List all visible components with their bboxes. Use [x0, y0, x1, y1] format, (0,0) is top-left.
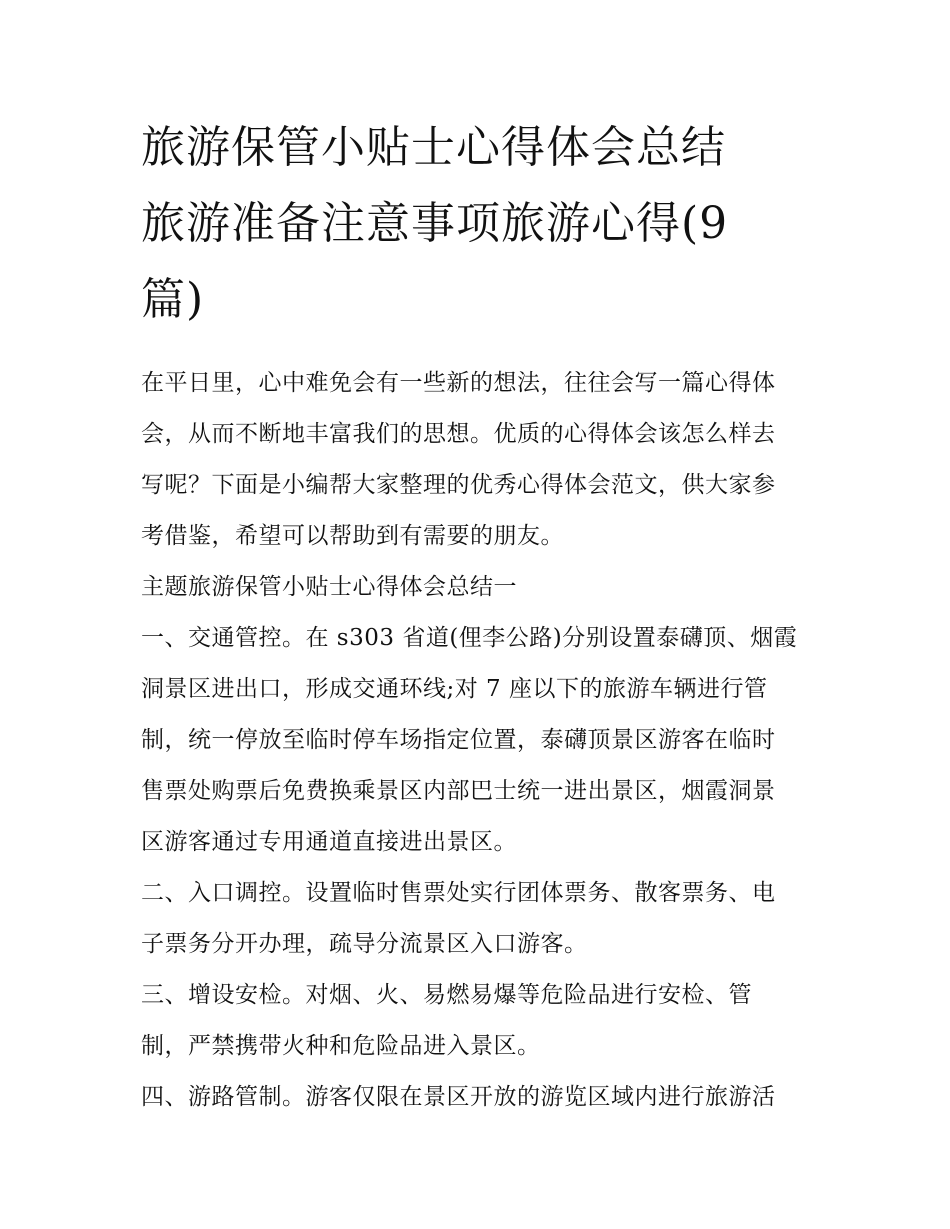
text-line: 区游客通过专用通道直接进出景区。 — [141, 829, 517, 855]
text-line: 写呢？下面是小编帮大家整理的优秀心得体会范文，供大家参 — [141, 472, 776, 498]
text-line: 会，从而不断地丰富我们的思想。优质的心得体会该怎么样去 — [141, 421, 776, 447]
document-page — [141, 110, 811, 1123]
text-line: 制，严禁携带火种和危险品进入景区。 — [141, 1033, 541, 1059]
document-body — [141, 358, 811, 1123]
text-line: 子票务分开办理，疏导分流景区入口游客。 — [141, 931, 588, 957]
section-heading — [141, 562, 811, 613]
item-security-check — [141, 970, 811, 1072]
document-title — [141, 110, 811, 338]
title-line: 篇) — [141, 274, 205, 325]
item-traffic-control — [141, 613, 811, 868]
text-line: 一、交通管控。在 s303 省道(俚李公路)分别设置泰礴顶、烟霞 — [141, 625, 798, 651]
item-entrance-control — [141, 868, 811, 970]
text-line: 制，统一停放至临时停车场指定位置，泰礴顶景区游客在临时 — [141, 727, 776, 753]
text-line: 在平日里，心中难免会有一些新的想法，往往会写一篇心得体 — [141, 370, 776, 396]
text-line: 洞景区进出口，形成交通环线;对 7 座以下的旅游车辆进行管 — [141, 676, 768, 702]
item-route-control — [141, 1072, 811, 1123]
text-line: 主题旅游保管小贴士心得体会总结一 — [141, 574, 517, 600]
text-line: 售票处购票后免费换乘景区内部巴士统一进出景区，烟霞洞景 — [141, 778, 776, 804]
text-line: 考借鉴，希望可以帮助到有需要的朋友。 — [141, 523, 564, 549]
text-line: 三、增设安检。对烟、火、易燃易爆等危险品进行安检、管 — [141, 982, 752, 1008]
text-line: 二、入口调控。设置临时售票处实行团体票务、散客票务、电 — [141, 880, 776, 906]
text-line: 四、游路管制。游客仅限在景区开放的游览区域内进行旅游活 — [141, 1084, 776, 1110]
intro-paragraph — [141, 358, 811, 562]
title-line: 旅游准备注意事项旅游心得(9 — [141, 198, 729, 249]
title-line: 旅游保管小贴士心得体会总结 — [141, 122, 726, 173]
